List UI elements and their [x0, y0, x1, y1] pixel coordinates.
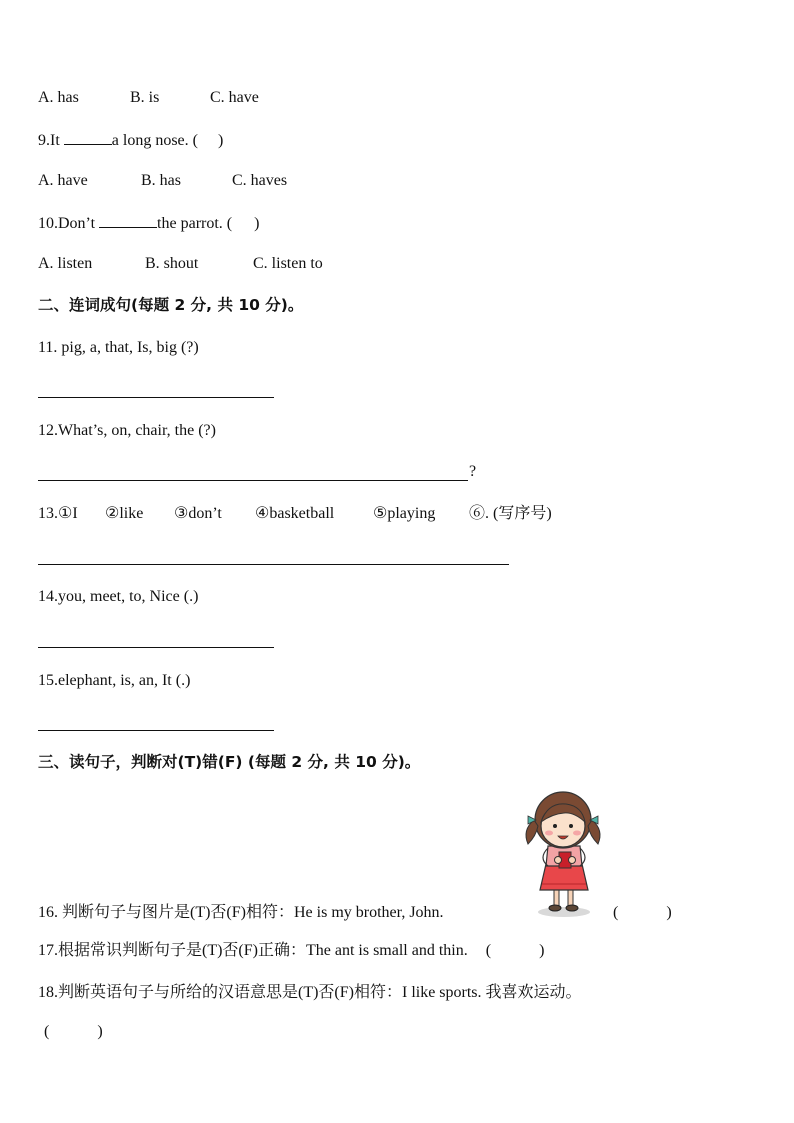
q13-word-2: ②like [105, 505, 144, 522]
q10-options [38, 254, 323, 274]
q9-answer-blank[interactable] [64, 130, 112, 145]
q16-answer-paren[interactable]: ( ) [613, 904, 672, 921]
q10-option-a: A. listen [38, 255, 93, 272]
q10-option-b: B. shout [145, 255, 199, 272]
q9-option-b: B. has [141, 172, 181, 189]
q18-answer-paren[interactable]: ( ) [44, 1023, 103, 1040]
q12-prompt: 12.What’s, on, chair, the (?) [38, 422, 216, 439]
q10-option-c: C. listen to [253, 255, 323, 272]
q13-word-3: ③don’t [174, 505, 222, 522]
q10-close-paren: ) [254, 215, 260, 232]
q14-prompt: 14.you, meet, to, Nice (.) [38, 588, 199, 605]
q13-word-4: ④basketball [255, 505, 335, 522]
q10-prefix: 10.Don’t [38, 215, 96, 232]
q9-stem [38, 130, 223, 151]
q13-number: 13. [38, 505, 58, 522]
q8-option-b: B. is [130, 89, 160, 106]
q16-text: 16. 判断句子与图片是(T)否(F)相符：He is my brother, John. [38, 904, 444, 921]
q13-prompt [38, 504, 552, 524]
q10-stem [38, 213, 259, 234]
q8-option-a: A. has [38, 89, 79, 106]
q14-answer-line[interactable] [38, 647, 274, 648]
q12-question-mark: ? [469, 463, 477, 480]
q13-word-1: ①I [58, 505, 78, 522]
q10-suffix: the parrot. ( [157, 215, 233, 232]
q16-prompt [38, 903, 444, 923]
q15-prompt: 15.elephant, is, an, It (.) [38, 672, 191, 689]
q17-prompt [38, 941, 544, 961]
q9-option-a: A. have [38, 172, 88, 189]
q15-answer-line[interactable] [38, 730, 274, 731]
q17-text: 17.根据常识判断句子是(T)否(F)正确：The ant is small and thin. [38, 942, 468, 959]
q13-word-5: ⑤playing [373, 505, 436, 522]
q18-prompt: 18.判断英语句子与所给的汉语意思是(T)否(F)相符：I like sports. 我喜欢运动。 [38, 984, 582, 1001]
q9-suffix: a long nose. ( [111, 132, 198, 149]
q8-option-c: C. have [210, 89, 259, 106]
q13-answer-line[interactable] [38, 564, 509, 565]
q9-prefix: 9.It [38, 132, 60, 149]
q13-word-6: ⑥. (写序号) [469, 505, 552, 522]
q11-prompt: 11. pig, a, that, Is, big (?) [38, 339, 199, 356]
girl-illustration [514, 786, 608, 920]
q11-answer-line[interactable] [38, 397, 274, 398]
q9-options [38, 171, 287, 191]
section-3-heading: 三、读句子，判断对(T)错(F) (每题 2 分, 共 10 分)。 [38, 753, 421, 771]
q9-close-paren: ) [217, 132, 224, 149]
q12-answer-line[interactable] [38, 480, 468, 481]
q10-answer-blank[interactable] [99, 213, 157, 228]
q17-answer-paren[interactable]: ( ) [485, 942, 545, 959]
q9-option-c: C. haves [232, 172, 288, 189]
q8-options [38, 88, 259, 108]
section-2-heading: 二、连词成句(每题 2 分, 共 10 分)。 [38, 296, 304, 314]
